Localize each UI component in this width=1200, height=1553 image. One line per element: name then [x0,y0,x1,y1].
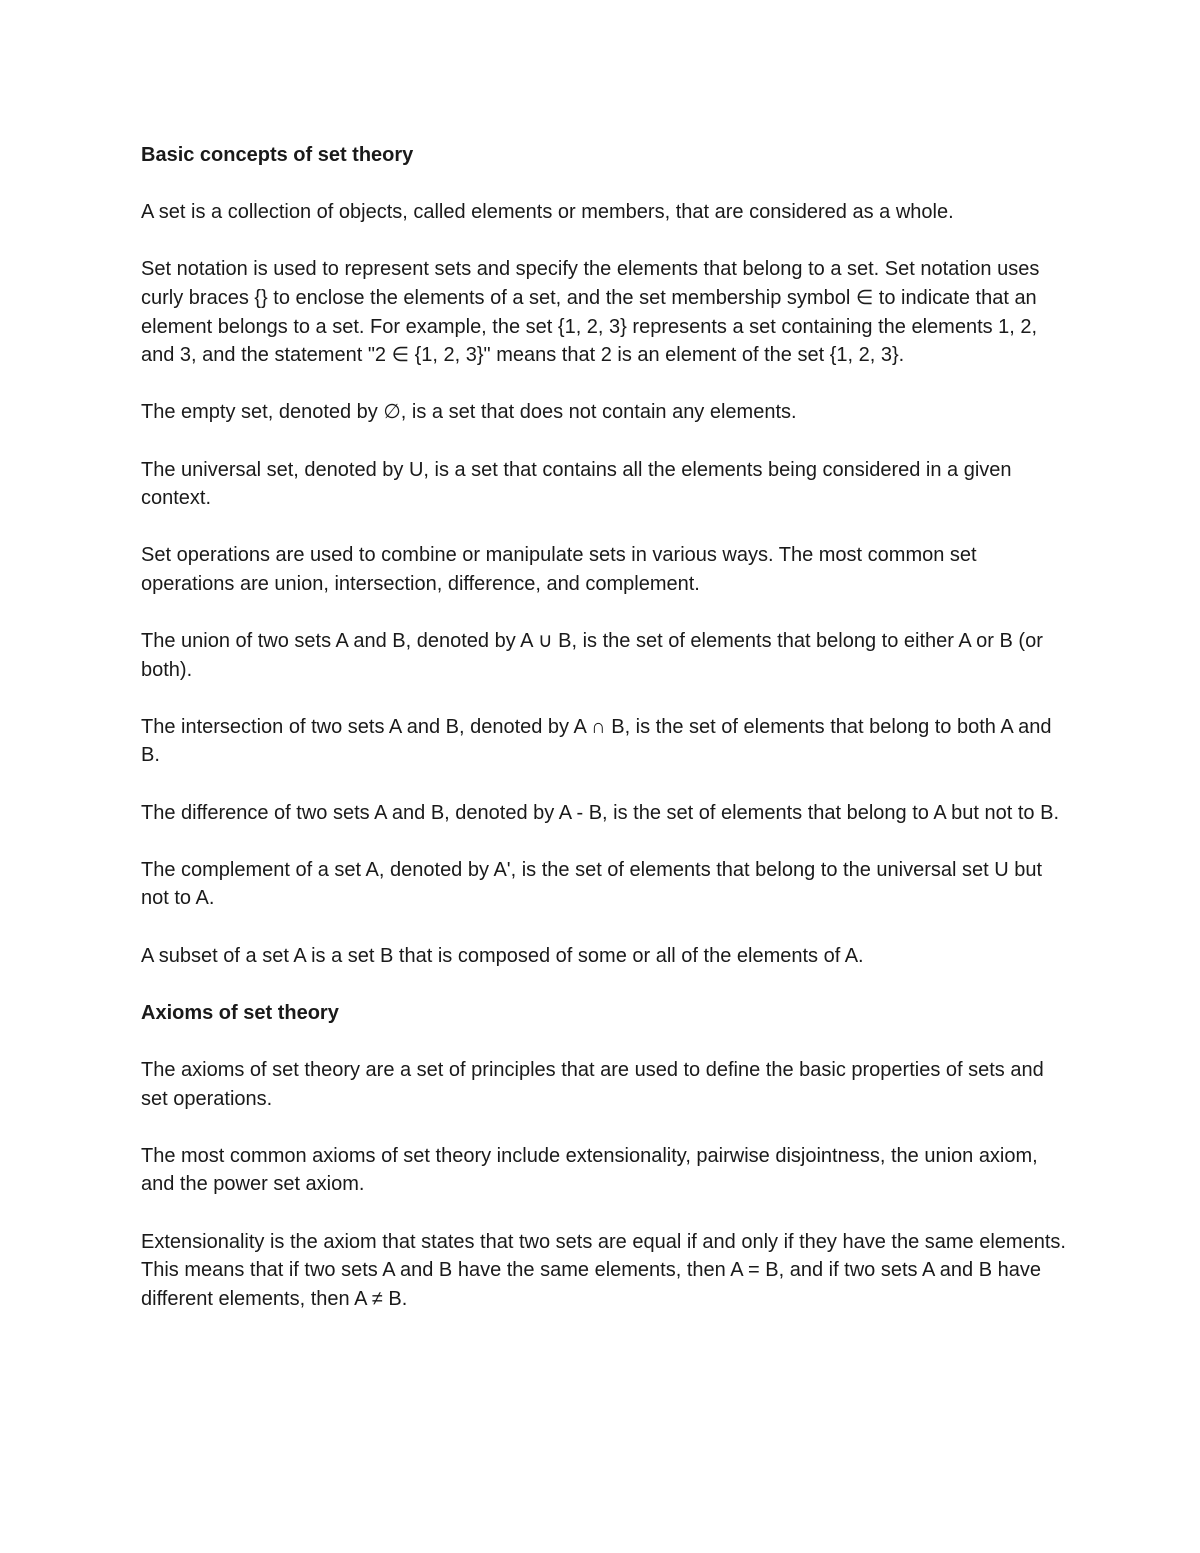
paragraph: The intersection of two sets A and B, denoted by A ∩ B, is the set of elements that belong to both A and B. [141,715,1052,767]
section-heading: Basic concepts of set theory [141,144,414,166]
paragraph: The universal set, denoted by U, is a set that contains all the elements being considered in a given context. [141,458,1012,510]
paragraph: The axioms of set theory are a set of principles that are used to define the basic properties of sets and set operations. [141,1059,1044,1110]
section-heading: Axioms of set theory [141,1001,339,1024]
paragraph: Set notation is used to represent sets and specify the elements that belong to a set. Set notation uses curly braces {} to enclose the elements of a set, and the set membership symbol ∈ to indicate that an element belongs to a set. For example, the set {1, 2, 3} represents a set containing the elements 1, 2, and 3, and the statement "2 ∈ {1, 2, 3}" means that 2 is an element of the set {1, 2, 3}. [141,258,1040,367]
paragraph: The difference of two sets A and B, denoted by A - B, is the set of elements that belong to A but not to B. [141,801,1060,824]
paragraph: Extensionality is the axiom that states that two sets are equal if and only if they have the same elements. This means that if two sets A and B have the same elements, then A = B, and if two sets A and B have different elements, then A ≠ B. [141,1230,1066,1310]
paragraph: The union of two sets A and B, denoted by A ∪ B, is the set of elements that belong to either A or B (or both). [141,630,1043,681]
paragraph: The complement of a set A, denoted by A', is the set of elements that belong to the universal set U but not to A. [141,858,1043,910]
paragraph: A subset of a set A is a set B that is composed of some or all of the elements of A. [141,944,864,967]
paragraph: The empty set, denoted by ∅, is a set that does not contain any elements. [141,401,797,424]
paragraph: A set is a collection of objects, called elements or members, that are considered as a whole. [141,201,954,224]
section-basic-concepts [141,141,1066,970]
section-axioms [141,999,1066,1314]
paragraph: Set operations are used to combine or manipulate sets in various ways. The most common set operations are union, intersection, difference, and complement. [141,544,977,595]
paragraph: The most common axioms of set theory include extensionality, pairwise disjointness, the union axiom, and the power set axiom. [141,1144,1038,1196]
document-body [141,141,1066,1342]
